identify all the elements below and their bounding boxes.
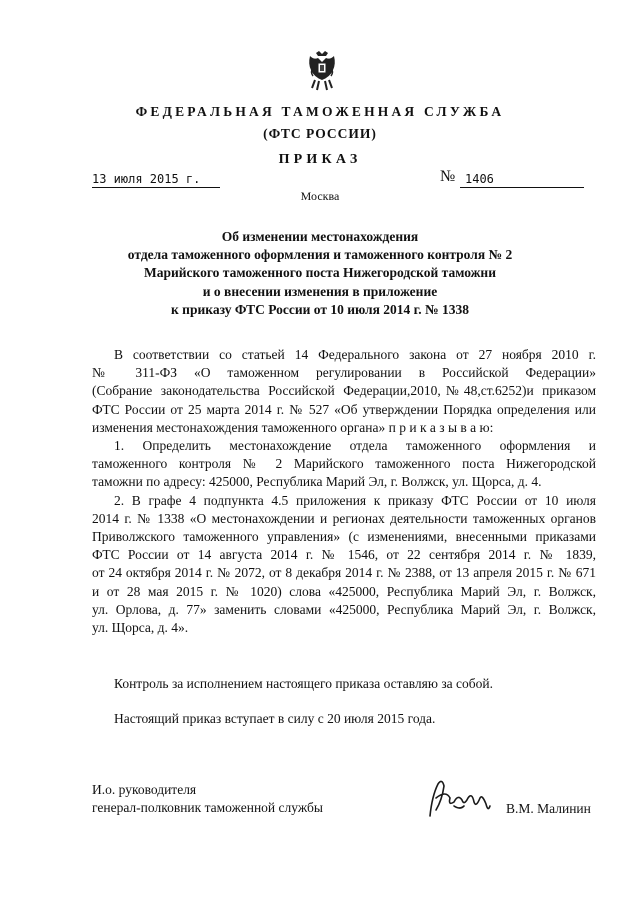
agency-name: ФЕДЕРАЛЬНАЯ ТАМОЖЕННАЯ СЛУЖБА — [135, 104, 505, 119]
city: Москва — [300, 189, 340, 203]
body-line: ФТС России от 14 августа 2014 г. № 1546, от 22 сентября 2014 г. № 1839, — [92, 547, 596, 563]
body-line: 2. В графе 4 подпункта 4.5 приложения к приказу ФТС России от 10 июля — [114, 492, 596, 508]
document-title — [60, 228, 580, 319]
body-line: Приволжского таможенного управления» (с изменениями, внесенными приказами — [92, 529, 596, 545]
item-1-paragraph — [92, 437, 596, 492]
document-type: ПРИКАЗ — [278, 152, 362, 167]
signatory-rank: генерал-полковник таможенной службы — [92, 800, 323, 815]
body-line: таможни по адресу: 425000, Республика Марий Эл, г. Волжск, ул. Щорса, д. 4. — [92, 474, 542, 490]
signatory-position: И.о. руководителя — [92, 782, 197, 797]
effective-date-clause: Настоящий приказ вступает в силу с 20 июля 2015 года. — [114, 711, 436, 726]
body-line: ФТС России от 25 марта 2014 г. № 527 «Об утверждении Порядка определения или — [92, 401, 596, 417]
body-line: от 24 октября 2014 г. № 2072, от 8 декабря 2014 г. № 2388, от 13 апреля 2015 г. № 671 — [92, 565, 596, 581]
title-line: отдела таможенного оформления и таможенного контроля № 2 — [127, 247, 513, 263]
body-line: таможенного контроля № 2 Марийского таможенного поста Нижегородской — [92, 456, 596, 472]
title-line: Марийского таможенного поста Нижегородской таможни — [143, 265, 496, 281]
body-line: 1. Определить местонахождение отдела таможенного оформления и — [114, 438, 596, 454]
body-line: В соответствии со статьей 14 Федерального закона от 27 ноября 2010 г. — [114, 347, 596, 362]
document-number — [460, 172, 584, 188]
title-line: Об изменении местонахождения — [221, 229, 419, 244]
handwritten-signature — [424, 776, 496, 820]
coat-of-arms-icon — [306, 50, 338, 92]
agency-short-name: (ФТС РОССИИ) — [263, 126, 377, 141]
intro-paragraph — [92, 346, 596, 437]
title-line: и о внесении изменения в приложение — [202, 283, 438, 299]
body-line: 2014 г. № 1338 «О местонахождении и регионах деятельности таможенных органов — [92, 510, 596, 526]
document-date: 13 июля 2015 г. — [92, 172, 220, 188]
title-line: к приказу ФТС России от 10 июля 2014 г. № 1338 — [171, 301, 469, 317]
body-line: и от 28 мая 2015 г. № 1020) слова «425000, Республика Марий Эл, г. Волжск, — [92, 583, 596, 599]
body-line: (Собрание законодательства Российской Федерации,2010,№48,ст.6252)и приказом — [92, 383, 596, 399]
body-line: ул. Орлова, д. 77» заменить словами «425000, Республика Марий Эл, г. Волжск, — [92, 601, 596, 617]
number-label: № — [440, 168, 456, 185]
body-line: ул. Щорса, д. 4». — [92, 620, 189, 636]
document-body — [92, 346, 596, 637]
item-2-paragraph — [92, 492, 596, 638]
body-line: изменения местонахождения таможенного органа» п р и к а з ы в а ю: — [92, 419, 494, 435]
signatory-name: В.М. Малинин — [506, 801, 591, 816]
control-clause: Контроль за исполнением настоящего приказа оставляю за собой. — [114, 676, 493, 691]
body-line: № 311-ФЗ «О таможенном регулировании в Российской Федерации» — [92, 365, 596, 381]
document-number-value: 1406 — [465, 172, 494, 186]
